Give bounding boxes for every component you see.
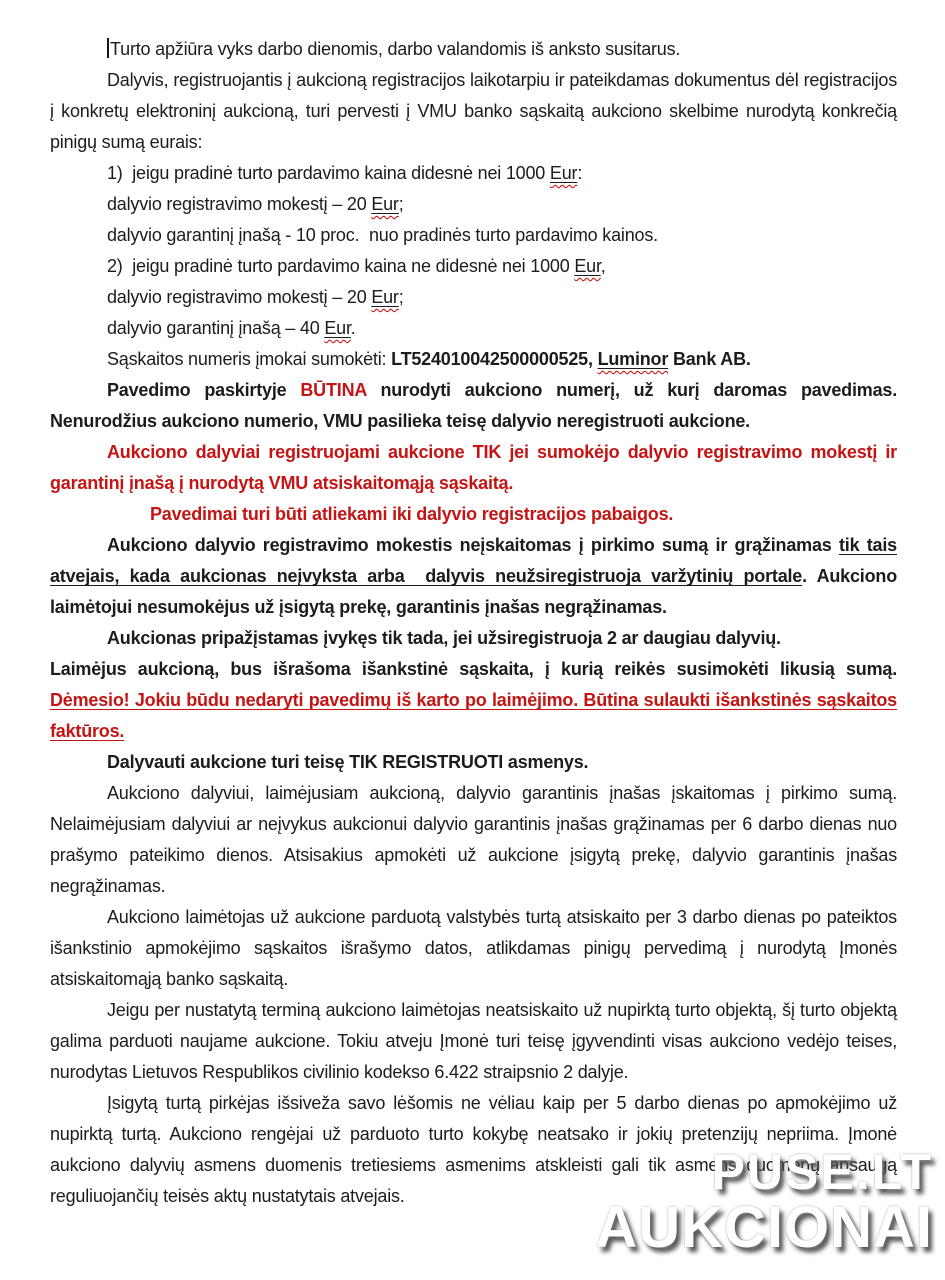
text-run: Jeigu per nustatytą terminą aukciono laimėtojas neatsiskaito už nupirktą turto objektą, šį turto objektą galima parduoti naujame aukcione. Tokiu atveju Įmonė turi teisę įgyvendinti visas aukciono vedėjo teises, nurodytas Lietuvos Respublikos civilinio kodekso 6.422 straipsnio 2 dalyje. (50, 1000, 897, 1082)
watermark (595, 1146, 933, 1258)
text-run: dalyvio registravimo mokestį – 20 (107, 287, 372, 307)
text-run (550, 163, 577, 183)
text-run: dalyvio garantinį įnašą – 40 (107, 318, 325, 338)
text-run (574, 256, 600, 276)
text-run (371, 194, 398, 214)
text-run: Aukciono dalyvio registravimo mokestis neįskaitomas į pirkimo sumą ir grąžinamas (107, 535, 839, 555)
paragraph (50, 65, 897, 158)
paragraph (50, 220, 897, 251)
paragraph (50, 685, 897, 747)
paragraph (50, 654, 897, 685)
text-run (598, 349, 669, 369)
paragraph (50, 778, 897, 902)
text-run: Aukciono laimėtojas už aukcione parduotą valstybės turtą atsiskaito per 3 darbo dienas po pateiktos išankstinio apmokėjimo sąskaitos išrašymo datos, atlikdamas pinigų pervedimą į nurodytą Įmonės atsiskaitomąją banko sąskaitą. (50, 907, 897, 989)
text-run: : (577, 163, 583, 183)
paragraph (50, 747, 897, 778)
paragraph (50, 995, 897, 1088)
text-run: nurodyti aukciono numerį, už kurį daromas pavedimas. Nenurodžius aukciono numerio, VMU pasilieka teisę dalyvio neregistruoti aukcione. (50, 380, 897, 431)
paragraph (50, 437, 897, 499)
text-run: ; (398, 194, 404, 214)
watermark-line-2: AUKCIONAI (595, 1195, 933, 1260)
misspelled-word: Eur (324, 318, 351, 338)
text-run: 1) jeigu pradinė turto pardavimo kaina didesnė nei 1000 (107, 163, 550, 183)
text-run: LT524010042500000525, (391, 349, 598, 369)
text-run: Dalyvis, registruojantis į aukcioną registracijos laikotarpiu ir pateikdamas dokumentus dėl registracijos į konkretų elektroninį aukcioną, turi pervesti į VMU banko sąskaitą aukciono skelbime nurodytą konkrečią pinigų sumą eurais: (50, 70, 897, 152)
paragraph (50, 902, 897, 995)
misspelled-word: Eur (371, 194, 399, 214)
text-run: . (350, 318, 356, 338)
text-run: Aukcionas pripažįstamas įvykęs tik tada, jei užsiregistruoja 2 ar daugiau dalyvių. (107, 628, 781, 648)
document-body (50, 34, 897, 1212)
paragraph (50, 282, 897, 313)
text-run: Įsigytą turtą pirkėjas išsiveža savo lėšomis ne vėliau kaip per 5 darbo dienas po apmokėjimo už nupirktą turtą. Aukciono rengėjai už parduoto turto kokybę neatsako ir jokių pretenzijų nepriima. Įmonė aukciono dalyvių asmens duomenis tretiesiems asmenims atskleisti gali tik asmens duomenų apsaugą reguliuojančių teisės aktų nustatytais atvejais. (50, 1093, 897, 1206)
paragraph (50, 34, 897, 65)
text-run: Aukciono dalyviui, laimėjusiam aukcioną, dalyvio garantinis įnašas įskaitomas į pirkimo sumą. Nelaimėjusiam dalyviui ar neįvykus aukcionui dalyvio garantinis įnašas grąžinamas per 6 darbo dienas nuo prašymo pateikimo dienos. Atsisakius apmokėti už aukcione įsigytą prekę, dalyvio garantinis įnašas negrąžinamas. (50, 783, 897, 896)
misspelled-word: Eur (574, 256, 601, 276)
text-run: Pavedimai turi būti atliekami iki dalyvio registracijos pabaigos. (150, 504, 674, 524)
paragraph (50, 375, 897, 437)
text-run: Bank AB. (668, 349, 751, 369)
text-run: 2) jeigu pradinė turto pardavimo kaina ne didesnė nei 1000 (107, 256, 575, 276)
text-run (324, 318, 350, 338)
text-run: ; (398, 287, 404, 307)
text-run: . Aukciono laimėtojui nesumokėjus už įsigytą prekę, garantinis įnašas negrąžinamas. (50, 566, 897, 617)
paragraph (50, 344, 897, 375)
paragraph (50, 313, 897, 344)
misspelled-word: Eur (371, 287, 399, 307)
paragraph (50, 251, 897, 282)
text-run: dalyvio registravimo mokestį – 20 (107, 194, 372, 214)
text-run: Laimėjus aukcioną, bus išrašoma išankstinė sąskaita, į kurią reikės susimokėti likusią sumą. (50, 659, 897, 679)
paragraph (50, 530, 897, 623)
misspelled-word: Luminor (597, 349, 669, 369)
text-run: Dalyvauti aukcione turi teisę TIK REGISTRUOTI asmenys. (107, 752, 589, 772)
text-run (371, 287, 398, 307)
paragraph (50, 623, 897, 654)
text-run: Aukciono dalyviai registruojami aukcione TIK jei sumokėjo dalyvio registravimo mokestį ir garantinį įnašą į nurodytą VMU atsiskaitomąją sąskaitą. (50, 442, 897, 493)
text-run: Turto apžiūra vyks darbo dienomis, darbo valandomis iš anksto susitarus. (110, 39, 681, 59)
paragraph (50, 158, 897, 189)
text-run: dalyvio garantinį įnašą - 10 proc. nuo pradinės turto pardavimo kainos. (107, 225, 658, 245)
paragraph (50, 189, 897, 220)
text-run: Pavedimo paskirtyje (107, 380, 301, 400)
watermark-line-1: PUSE.LT (711, 1144, 933, 1200)
text-cursor-artifact (107, 38, 109, 58)
text-run: Dėmesio! Jokiu būdu nedaryti pavedimų iš karto po laimėjimo. Būtina sulaukti išankstinės sąskaitos faktūros. (50, 690, 897, 741)
misspelled-word: Eur (549, 163, 578, 183)
text-run: BŪTINA (300, 380, 367, 400)
text-run: , (600, 256, 606, 276)
text-run: Sąskaitos numeris įmokai sumokėti: (107, 349, 392, 369)
text-run: tik tais atvejais, kada aukcionas neįvyksta arba dalyvis neužsiregistruoja varžytinių portale (50, 535, 897, 586)
paragraph (50, 499, 897, 530)
